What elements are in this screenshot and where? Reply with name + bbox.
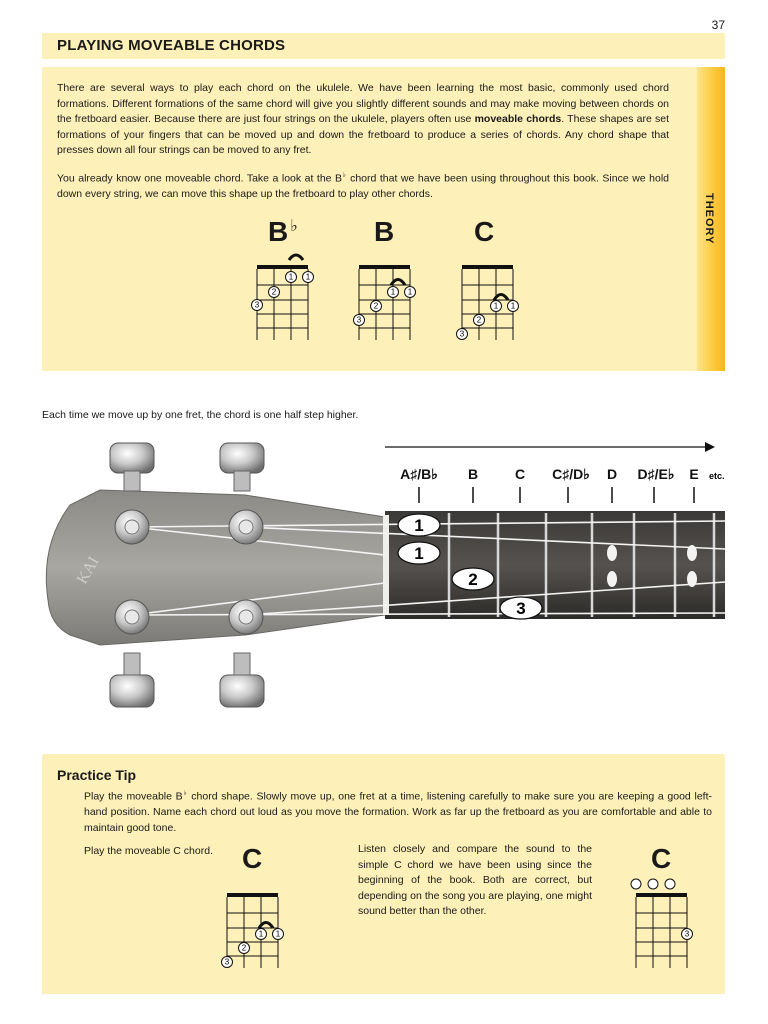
svg-text:3: 3 [356,315,362,325]
practice-right-text: Listen closely and compare the sound to the simple C chord we have been using since the beginning of the book. Both are correct, but depending on the song you are playing, one might sound better than the other. [358,843,592,918]
svg-text:3: 3 [459,329,465,339]
chord-diagram-bflat [256,248,316,343]
svg-text:1: 1 [390,287,396,297]
practice-chord-diagram-moveable-c [226,876,286,971]
svg-text:1: 1 [275,929,281,939]
theory-tab [697,67,725,371]
ukulele-neck-illustration [40,435,730,715]
section-title: PLAYING MOVEABLE CHORDS [57,37,286,54]
svg-text:3: 3 [254,300,260,310]
chord-diagram-c [461,248,521,343]
svg-text:1: 1 [305,272,311,282]
svg-text:2: 2 [241,943,247,953]
practice-tip-text: Play the moveable B♭ chord shape. Slowly move up, one fret at a time, listening carefully to make sure you are keeping a good left-hand position. Name each chord out loud as you move the formation. Work as far up the fretboard as you are comfortable and able to maintain good tone. [84,790,712,834]
svg-text:1: 1 [258,929,264,939]
chord-diagram-b [358,248,418,343]
fret-label-etc: etc. [709,471,725,481]
practice-chord-name-right: C [651,843,672,874]
theory-tab-label: THEORY [703,193,715,245]
finger-marker-1b: 1 [414,544,424,563]
section-title-bar [42,33,725,59]
practice-chord-name-left: C [242,843,263,874]
fret-label-c: C [514,466,526,482]
svg-text:1: 1 [288,272,294,282]
practice-tip-title: Practice Tip [57,767,137,783]
svg-text:2: 2 [476,315,482,325]
intro-paragraph-2: You already know one moveable chord. Take a look at the B♭ chord that we have been using throughout this book. Since we hold down every string, we can move this shape up the fretboard to play other chords. [57,172,670,201]
fret-label-e: E [689,466,699,482]
fret-label-d-sharp: D♯/E♭ [637,466,675,482]
finger-marker-3: 3 [516,599,526,618]
fret-caption: Each time we move up by one fret, the chord is one half step higher. [42,409,359,421]
chord-name-bflat: B ♭ [268,216,298,247]
finger-marker-2: 2 [468,570,478,589]
moveable-chords-term: moveable chords [474,113,562,126]
page-number: 37 [711,18,725,32]
svg-text:1: 1 [493,301,499,311]
svg-text:2: 2 [271,287,277,297]
practice-left-label: Play the moveable C chord. [84,845,213,857]
finger-marker-1a: 1 [414,516,424,535]
svg-text:3: 3 [224,957,230,967]
intro-paragraph-1: There are several ways to play each chord on the ukulele. We have been learning the most basic, commonly used chord formations. Different formations of the same chord will give you slightly different sounds and may make moving between chords on the fretboard easier. Because there are just four strings on the ukulele, players often use moveable chords. These shapes are set formations of your fingers that can be moved up and down the fretboard to produce a series of chords. Any chord shape that presses down all four strings can be moved to any fret. [57,82,669,157]
fret-label-d: D [606,466,618,482]
chord-name-b: B [374,216,395,247]
fret-label-b: B [467,466,479,482]
svg-text:2: 2 [373,301,379,311]
svg-text:3: 3 [684,929,690,939]
fret-label-c-sharp: C♯/D♭ [552,466,590,482]
fret-label-a-sharp: A♯/B♭ [400,466,438,482]
svg-text:1: 1 [510,301,516,311]
svg-text:1: 1 [407,287,413,297]
practice-chord-diagram-open-c [629,876,695,971]
brand-logo: KAI [73,553,103,587]
chord-name-c: C [474,216,495,247]
